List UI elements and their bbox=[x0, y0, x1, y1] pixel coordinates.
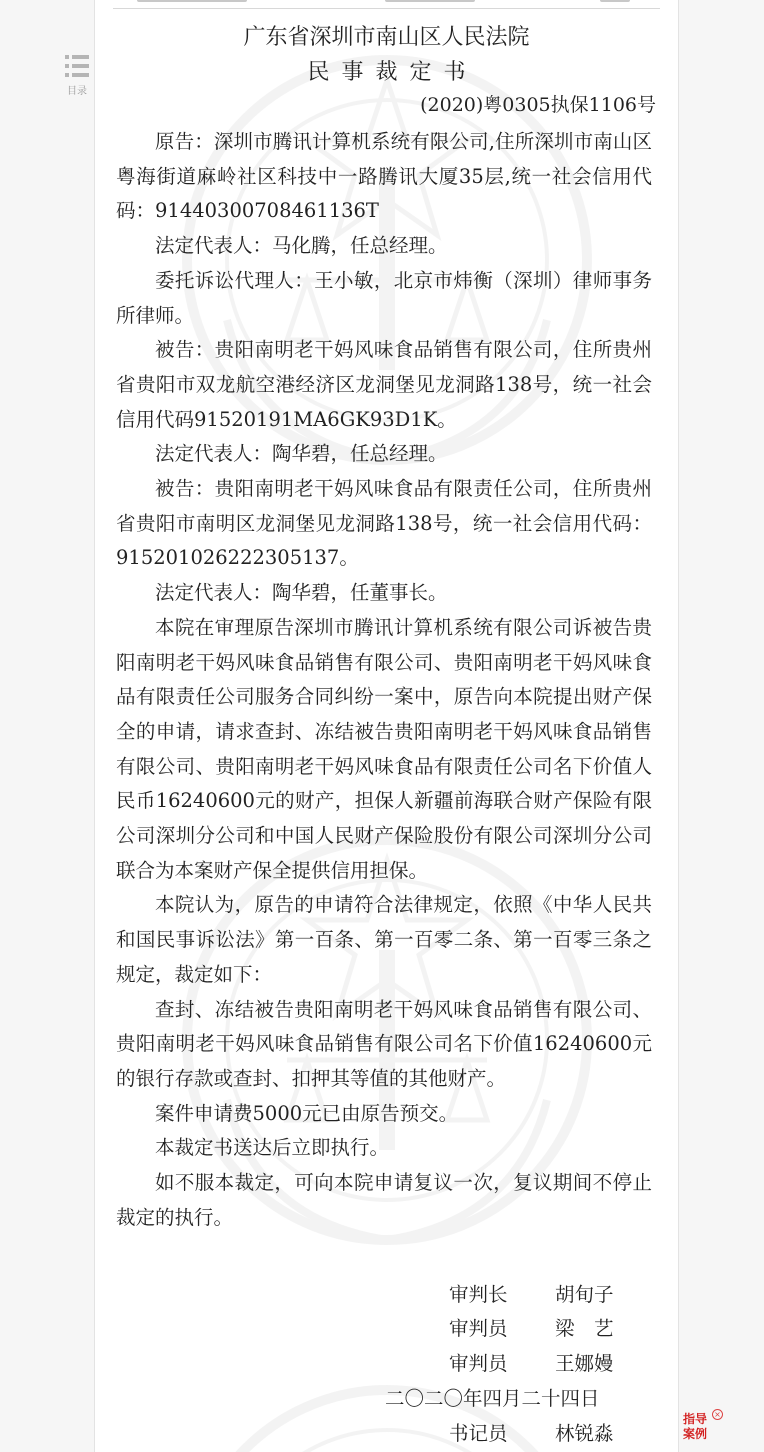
signatory-role: 审判长 bbox=[449, 1283, 508, 1306]
doc-header-strip bbox=[95, 0, 678, 10]
signatory-name: 梁 艺 bbox=[555, 1317, 614, 1340]
signatory-role: 审判员 bbox=[449, 1352, 508, 1375]
case-number: (2020)粤0305执保1106号 bbox=[420, 94, 656, 116]
signatory-name: 胡旬子 bbox=[555, 1283, 614, 1306]
close-icon[interactable]: × bbox=[712, 1409, 723, 1420]
toc-label: 目录 bbox=[67, 86, 87, 97]
court-name: 广东省深圳市南山区人民法院 bbox=[243, 25, 530, 50]
clerk-name: 林锐淼 bbox=[555, 1422, 614, 1445]
paragraph-defendant-1-rep: 法定代表人：陶华碧，任总经理。 bbox=[155, 442, 448, 466]
guide-case-badge[interactable] bbox=[683, 1412, 723, 1442]
clerk-row bbox=[449, 1417, 614, 1451]
signatory-row bbox=[449, 1278, 614, 1312]
paragraph-defendant-2: 被告：贵阳南明老干妈风味食品有限责任公司，住所贵州省贵阳市南明区龙洞堡见龙洞路138号，统一社会信用代码：915201026222305137。 bbox=[116, 477, 652, 570]
paragraph-agent: 委托诉讼代理人：王小敏，北京市炜衡（深圳）律师事务所律师。 bbox=[116, 268, 652, 327]
paragraph-defendant-2-rep: 法定代表人：陶华碧，任董事长。 bbox=[155, 581, 448, 605]
signatory-role: 审判员 bbox=[449, 1317, 508, 1340]
document-page bbox=[94, 0, 679, 1452]
paragraph-plaintiff: 原告：深圳市腾讯计算机系统有限公司,住所深圳市南山区粤海街道麻岭社区科技中一路腾讯大厦35层,统一社会信用代码：91440300708461136T bbox=[116, 130, 652, 223]
paragraph-facts: 本院在审理原告深圳市腾讯计算机系统有限公司诉被告贵阳南明老干妈风味食品销售有限公司、贵阳南明老干妈风味食品有限责任公司服务合同纠纷一案中，原告向本院提出财产保全的申请，请求查封、冻结被告贵阳南明老干妈风味食品销售有限公司、贵阳南明老干妈风味食品有限责任公司名下价值人民币16240600元的财产，担保人新疆前海联合财产保险有限公司深圳分公司和中国人民财产保险股份有限公司深圳分公司联合为本案财产保全提供信用担保。 bbox=[116, 615, 652, 882]
ruling-date: 二〇二〇年四月二十四日 bbox=[385, 1387, 600, 1410]
list-icon bbox=[63, 52, 91, 80]
paragraph-reasoning: 本院认为，原告的申请符合法律规定，依照《中华人民共和国民事诉讼法》第一百条、第一百零二条、第一百零三条之规定，裁定如下： bbox=[116, 893, 652, 986]
signatory-row bbox=[449, 1312, 614, 1346]
clerk-role: 书记员 bbox=[449, 1422, 508, 1445]
signatory-name: 王娜嫚 bbox=[555, 1352, 614, 1375]
paragraph-execution: 本裁定书送达后立即执行。 bbox=[155, 1136, 390, 1160]
guide-case-label: 指导案例 bbox=[683, 1412, 708, 1441]
ruling-body bbox=[116, 125, 652, 1236]
document-type-title: 民事裁定书 bbox=[307, 60, 478, 85]
paragraph-defendant-1: 被告：贵阳南明老干妈风味食品销售有限公司，住所贵州省贵阳市双龙航空港经济区龙洞堡见龙洞路138号，统一社会信用代码91520191MA6GK93D1K。 bbox=[116, 338, 652, 431]
paragraph-appeal: 如不服本裁定，可向本院申请复议一次，复议期间不停止裁定的执行。 bbox=[116, 1171, 652, 1229]
paragraph-plaintiff-rep: 法定代表人：马化腾，任总经理。 bbox=[155, 234, 448, 258]
signatory-row bbox=[449, 1347, 614, 1381]
paragraph-order: 查封、冻结被告贵阳南明老干妈风味食品销售有限公司、贵阳南明老干妈风味食品销售有限公司名下价值16240600元的银行存款或查封、扣押其等值的其他财产。 bbox=[116, 997, 652, 1090]
toc-button[interactable] bbox=[60, 52, 94, 97]
paragraph-fee: 案件申请费5000元已由原告预交。 bbox=[155, 1101, 459, 1125]
